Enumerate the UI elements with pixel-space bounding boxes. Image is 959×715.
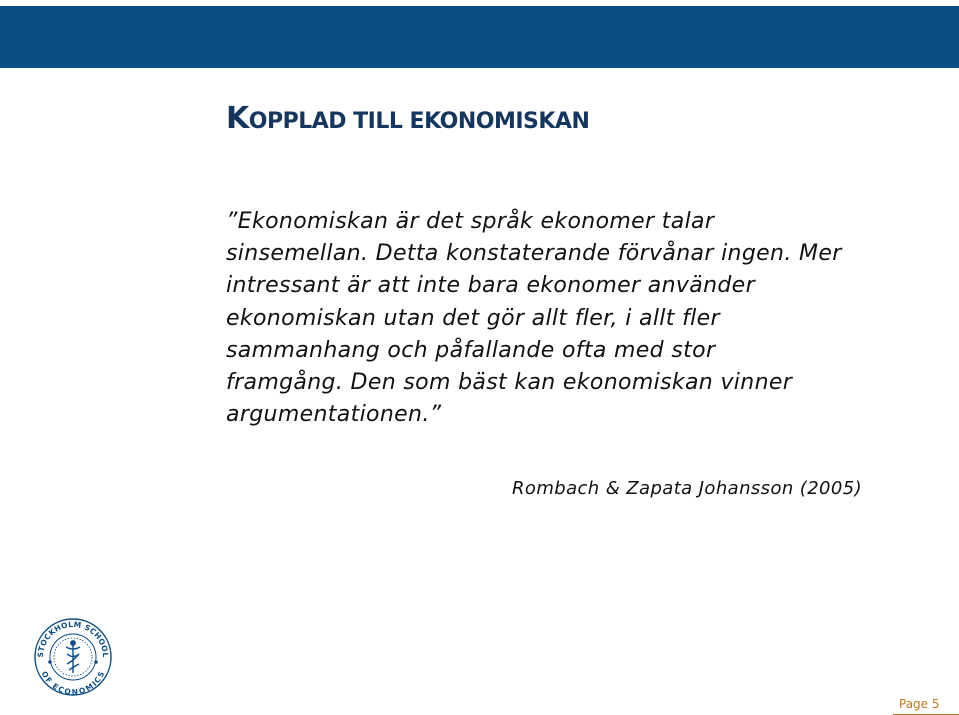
quote-line: sinsemellan. Detta konstaterande förvånar ingen. Mer <box>226 241 842 267</box>
quote-line: intressant är att inte bara ekonomer använder <box>226 273 755 299</box>
svg-text:OF ECONOMICS: OF ECONOMICS <box>39 669 107 697</box>
quote-line: sammanhang och påfallande ofta med stor <box>226 337 716 363</box>
quote-line: ekonomiskan utan det gör allt fler, i allt fler <box>226 305 720 331</box>
svg-text:STOCKHOLM SCHOOL: STOCKHOLM SCHOOL <box>35 619 111 658</box>
quote-line: framgång. Den som bäst kan ekonomiskan vinner <box>226 370 793 396</box>
quote-citation: Rombach & Zapata Johansson (2005) <box>512 478 863 499</box>
slide-title-rest: OPPLAD TILL EKONOMISKAN <box>248 109 590 134</box>
quote-line: argumentationen.” <box>226 402 442 428</box>
header-band <box>0 6 959 68</box>
slide-title-initial: K <box>226 101 249 136</box>
quote-line: ”Ekonomiskan är det språk ekonomer talar <box>226 209 715 234</box>
slide-title <box>226 101 589 134</box>
page-number: Page 5 <box>899 697 940 711</box>
school-seal-logo <box>33 617 113 697</box>
quote-block <box>226 206 926 431</box>
